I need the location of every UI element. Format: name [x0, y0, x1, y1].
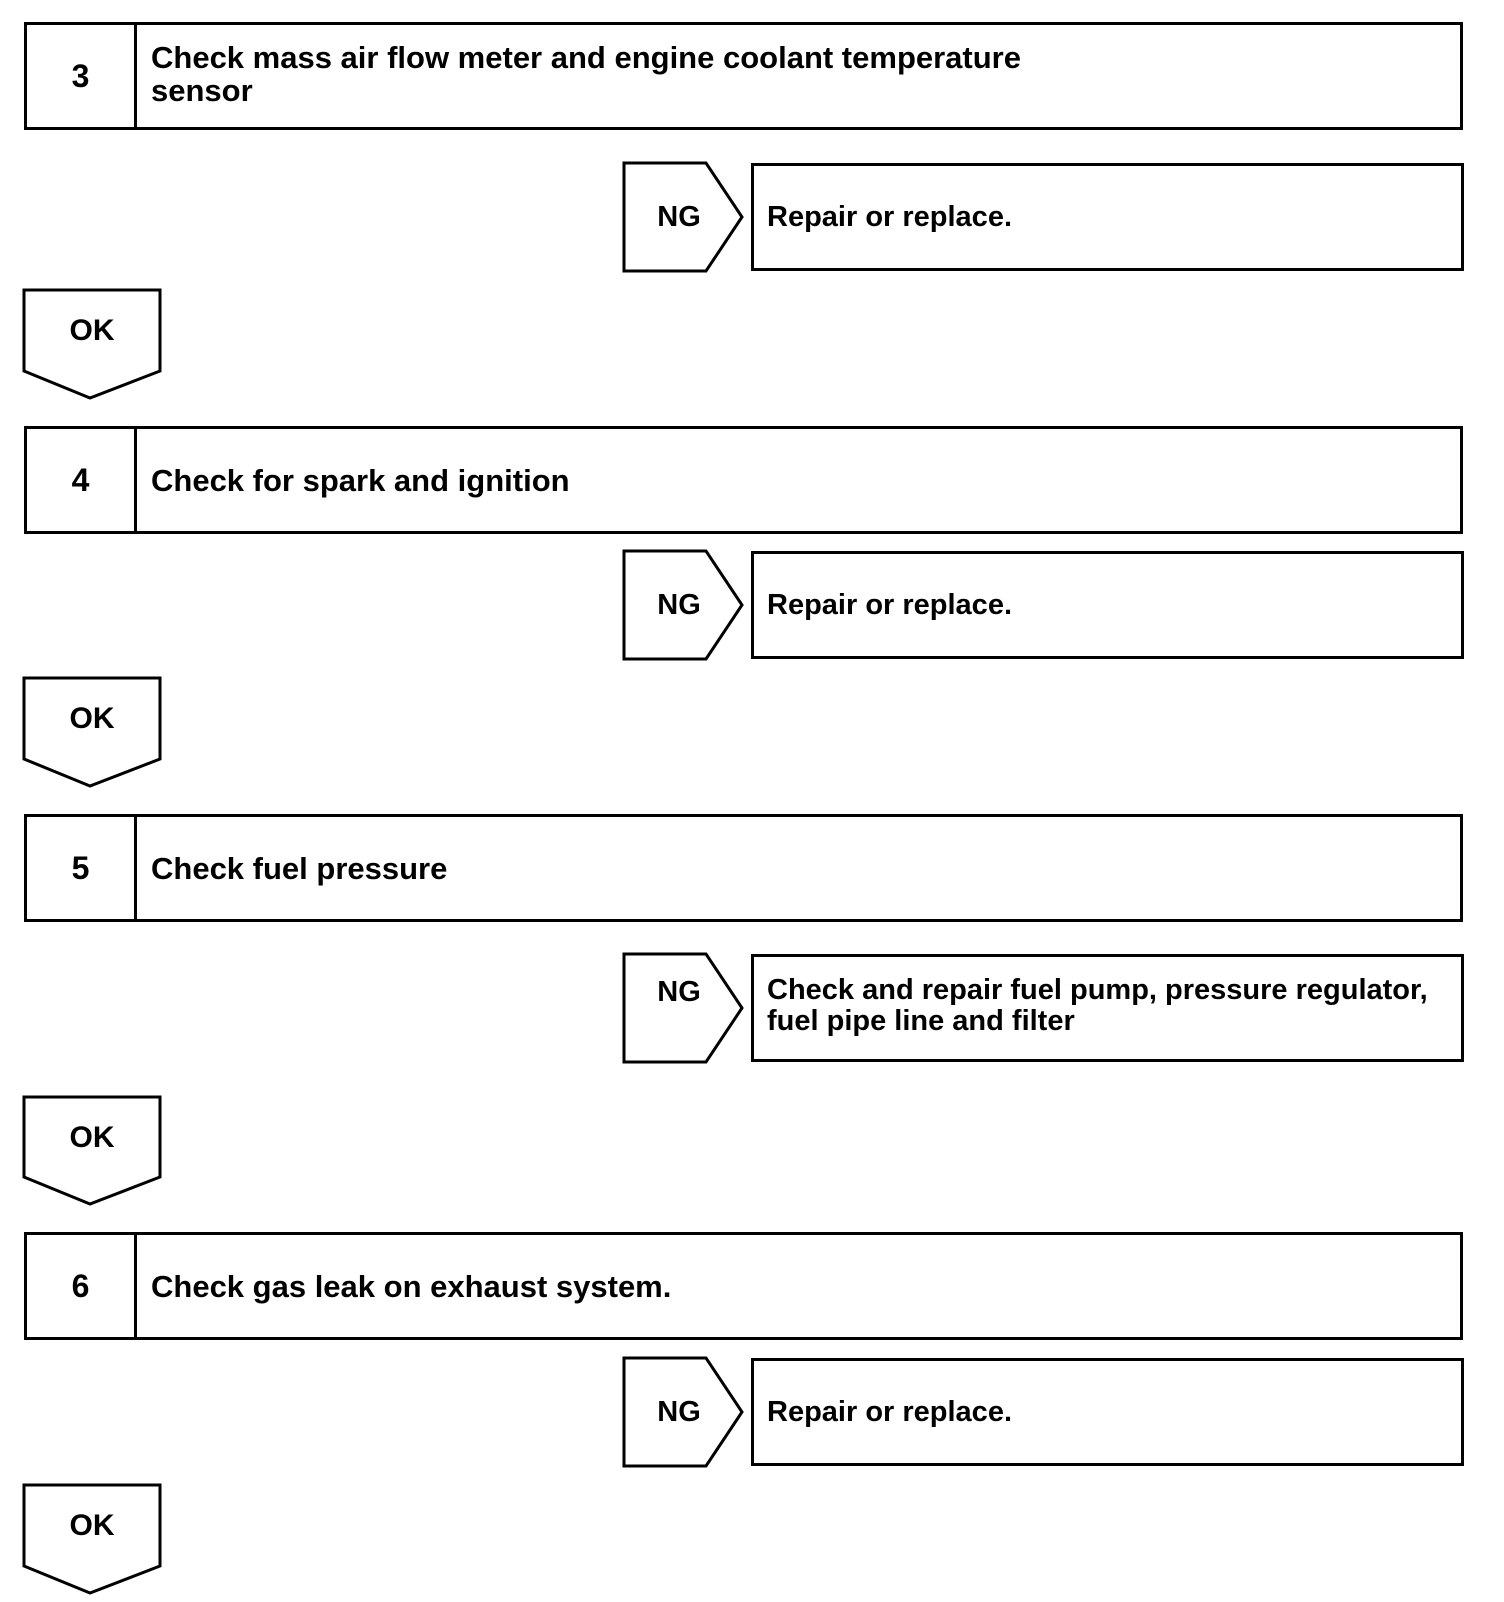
ng-label: NG [657, 201, 701, 233]
step-title: Check for spark and ignition [151, 462, 570, 498]
ok-label: OK [69, 314, 115, 347]
ng-action-box [751, 551, 1464, 659]
step-box-6 [24, 1232, 1463, 1340]
ng-label: NG [657, 589, 701, 621]
step-box-5 [24, 814, 1463, 922]
step-title: Check fuel pressure [151, 850, 448, 886]
ng-label: NG [657, 1396, 701, 1428]
ng-action-box [751, 954, 1464, 1062]
ok-label: OK [69, 702, 115, 735]
ok-label: OK [69, 1121, 115, 1154]
step-title: Check mass air flow meter and engine coolant temperature sensor [151, 40, 1021, 108]
step-number: 3 [27, 25, 137, 127]
ng-action-text: Check and repair fuel pump, pressure regulator, fuel pipe line and filter [767, 974, 1428, 1037]
ng-action-text: Repair or replace. [767, 588, 1012, 621]
ng-action-box [751, 163, 1464, 271]
step-title: Check gas leak on exhaust system. [151, 1268, 672, 1304]
step-number: 6 [27, 1235, 137, 1337]
ok-label: OK [69, 1509, 115, 1542]
step-number: 5 [27, 817, 137, 919]
step-box-4 [24, 426, 1463, 534]
step-box-3 [24, 22, 1463, 130]
ng-action-text: Repair or replace. [767, 1395, 1012, 1428]
ng-label: NG [657, 976, 701, 1008]
ng-action-box [751, 1358, 1464, 1466]
ng-action-text: Repair or replace. [767, 200, 1012, 233]
step-number: 4 [27, 429, 137, 531]
